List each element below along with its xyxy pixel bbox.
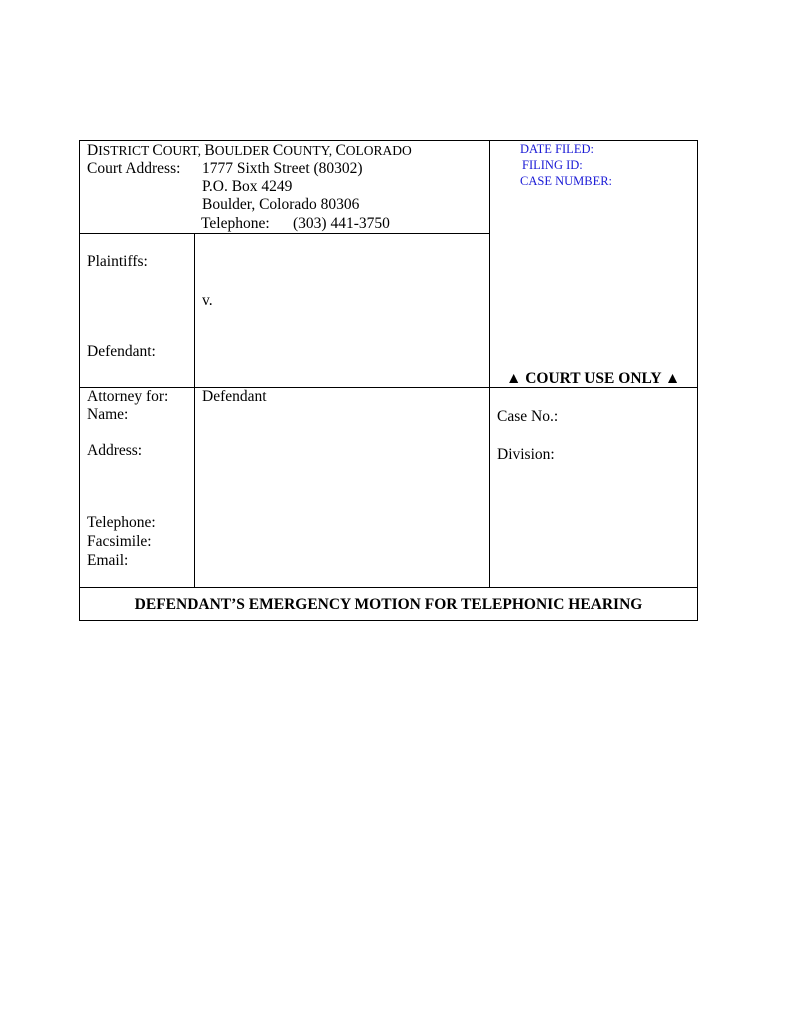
- document-title: DEFENDANT’S EMERGENCY MOTION FOR TELEPHONIC HEARING: [134, 596, 643, 613]
- court-city: Boulder, Colorado 80306: [202, 196, 360, 213]
- defendant-label: Defendant:: [87, 343, 156, 360]
- attorney-address-label: Address:: [87, 442, 143, 459]
- case-no-label: Case No.:: [497, 408, 559, 425]
- court-use-only-label: ▲ COURT USE ONLY ▲: [506, 370, 681, 387]
- caption-table: [79, 140, 698, 621]
- horizontal-divider-court: [80, 233, 489, 234]
- court-telephone: (303) 441-3750: [293, 215, 390, 232]
- versus-text: v.: [202, 292, 213, 309]
- filing-id-label: FILING ID:: [522, 158, 583, 172]
- division-label: Division:: [497, 446, 555, 463]
- horizontal-divider-title: [80, 587, 697, 588]
- court-po-box: P.O. Box 4249: [202, 178, 293, 195]
- vertical-divider-parties: [194, 233, 195, 587]
- attorney-for-value: Defendant: [202, 388, 267, 405]
- attorney-email-label: Email:: [87, 552, 129, 569]
- case-number-label: CASE NUMBER:: [520, 174, 613, 188]
- attorney-for-label: Attorney for:: [87, 388, 169, 405]
- court-name: DISTRICT COURT, BOULDER COUNTY, COLORADO: [87, 142, 412, 159]
- court-street: 1777 Sixth Street (80302): [202, 160, 363, 177]
- attorney-name-label: Name:: [87, 406, 129, 423]
- plaintiffs-label: Plaintiffs:: [87, 253, 148, 270]
- court-telephone-label: Telephone:: [201, 215, 270, 232]
- attorney-telephone-label: Telephone:: [87, 514, 156, 531]
- vertical-divider-right: [489, 141, 490, 587]
- date-filed-label: DATE FILED:: [520, 142, 594, 156]
- court-address-label: Court Address:: [87, 160, 181, 177]
- attorney-facsimile-label: Facsimile:: [87, 533, 152, 550]
